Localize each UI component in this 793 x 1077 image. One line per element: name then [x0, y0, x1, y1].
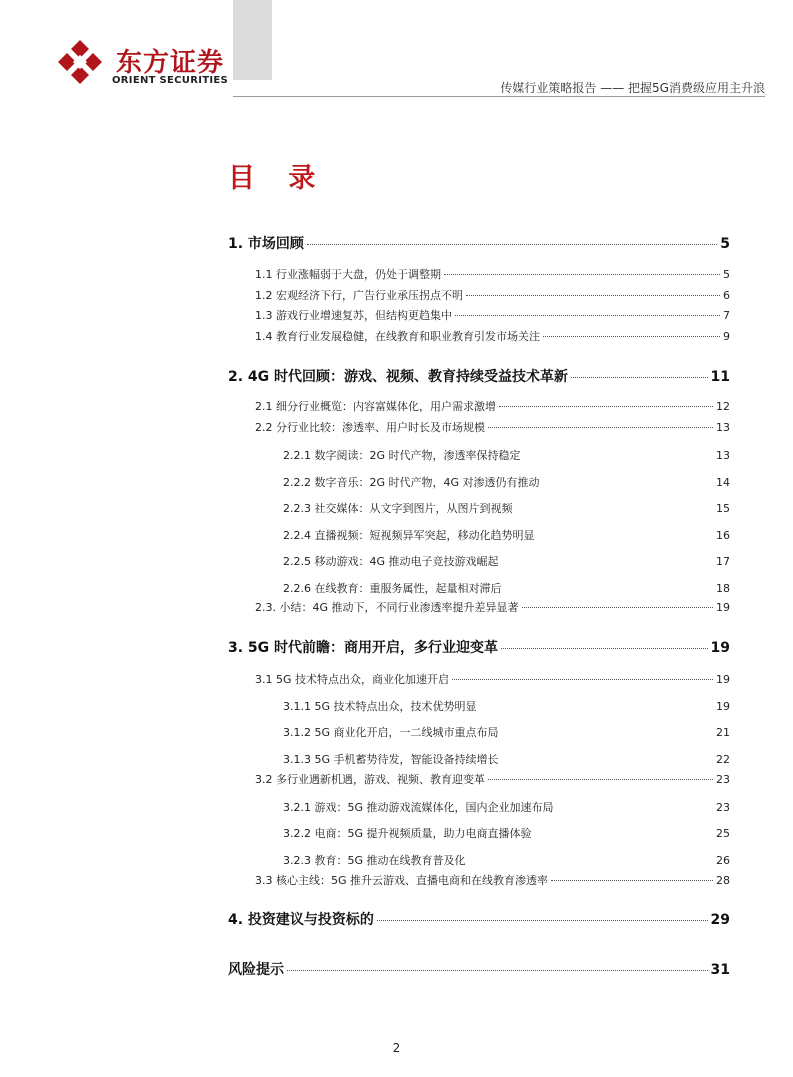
toc-entry-label: 1. 市场回顾	[228, 236, 304, 252]
toc-entry-label: 3.2 多行业遇新机遇，游戏、视频、教育迎变革	[255, 773, 485, 786]
toc-entry-2-2-5[interactable]	[283, 553, 730, 569]
toc-entry-2-2-6[interactable]	[283, 580, 730, 596]
toc-entry-page: 19	[716, 673, 730, 686]
toc-entry-page: 7	[723, 309, 730, 322]
toc-entry-page: 16	[716, 529, 730, 542]
toc-entry-3-3[interactable]	[255, 872, 730, 888]
toc-entry-3-2-2[interactable]	[283, 825, 730, 841]
toc-entry-label: 2.2.6 在线教育：重服务属性，起量相对滞后	[283, 582, 502, 595]
toc-entry-3-2-3[interactable]	[283, 852, 730, 868]
toc-leader-dots	[488, 427, 713, 428]
toc-entry-label: 4. 投资建议与投资标的	[228, 912, 374, 928]
toc-entry-label: 3.1.3 5G 手机蓄势待发，智能设备持续增长	[283, 753, 499, 766]
toc-entry-2-2[interactable]	[255, 419, 730, 435]
toc-leader-dots	[501, 648, 707, 649]
toc-leader-dots	[522, 607, 713, 608]
toc-entry-page: 12	[716, 400, 730, 413]
toc-entry-2[interactable]	[228, 366, 730, 386]
toc-entry-label: 2.2.5 移动游戏：4G 推动电子竞技游戏崛起	[283, 555, 499, 568]
toc-entry-3-1-2[interactable]	[283, 724, 730, 740]
toc-leader-dots	[571, 377, 707, 378]
toc-leader-dots	[287, 970, 708, 971]
toc-entry-label: 3. 5G 时代前瞻：商用开启，多行业迎变革	[228, 640, 499, 656]
toc-entry-risk[interactable]	[228, 959, 730, 979]
toc-entry-page: 18	[716, 582, 730, 595]
toc-entry-page: 31	[710, 962, 730, 978]
header-divider	[233, 96, 765, 97]
toc-leader-dots	[307, 244, 717, 245]
toc-entry-page: 9	[723, 330, 730, 343]
toc-entry-label: 2.2.3 社交媒体：从文字到图片，从图片到视频	[283, 502, 513, 515]
toc-entry-page: 21	[716, 726, 730, 739]
toc-entry-label: 2.3. 小结：4G 推动下，不同行业渗透率提升差异显著	[255, 601, 519, 614]
brand-name-en: ORIENT SECURITIES	[112, 75, 229, 86]
toc-entry-page: 13	[716, 449, 730, 462]
toc-entry-page: 5	[723, 268, 730, 281]
toc-entry-label: 2.2.2 数字音乐：2G 时代产物，4G 对渗透仍有推动	[283, 476, 540, 489]
toc-entry-4[interactable]	[228, 909, 730, 929]
toc-leader-dots	[377, 920, 708, 921]
toc-entry-3-2-1[interactable]	[283, 799, 730, 815]
toc-entry-page: 19	[716, 601, 730, 614]
toc-entry-page: 6	[723, 289, 730, 302]
toc-entry-2-2-1[interactable]	[283, 447, 730, 463]
toc-entry-3-1-1[interactable]	[283, 698, 730, 714]
toc-entry-page: 26	[716, 854, 730, 867]
toc-entry-label: 1.1 行业涨幅弱于大盘，仍处于调整期	[255, 268, 441, 281]
toc-entry-label: 2.1 细分行业概览：内容富媒体化，用户需求激增	[255, 400, 496, 413]
toc-entry-label: 2.2.4 直播视频：短视频异军突起，移动化趋势明显	[283, 529, 535, 542]
toc-entry-2-3[interactable]	[255, 599, 730, 615]
toc-entry-1-4[interactable]	[255, 328, 730, 344]
toc-entry-page: 28	[716, 874, 730, 887]
toc-leader-dots	[466, 295, 720, 296]
toc-entry-page: 5	[720, 236, 730, 252]
toc-entry-3-1[interactable]	[255, 671, 730, 687]
toc-leader-dots	[455, 315, 720, 316]
toc-leader-dots	[499, 406, 713, 407]
toc-entry-label: 3.2.3 教育：5G 推动在线教育普及化	[283, 854, 466, 867]
toc-entry-page: 13	[716, 421, 730, 434]
toc-entry-page: 23	[716, 801, 730, 814]
toc-entry-page: 19	[716, 700, 730, 713]
toc-entry-label: 3.2.1 游戏：5G 推动游戏流媒体化，国内企业加速布局	[283, 801, 554, 814]
toc-entry-page: 29	[710, 912, 730, 928]
page-number: 2	[392, 1041, 401, 1055]
toc-entry-label: 3.1.2 5G 商业化开启，一二线城市重点布局	[283, 726, 499, 739]
toc-entry-2-1[interactable]	[255, 398, 730, 414]
orient-securities-logo-icon	[58, 40, 102, 84]
toc-entry-page: 19	[710, 640, 730, 656]
toc-entry-page: 11	[710, 369, 730, 385]
toc-entry-3-2[interactable]	[255, 771, 730, 787]
toc-entry-label: 1.4 教育行业发展稳健，在线教育和职业教育引发市场关注	[255, 330, 540, 343]
toc-entry-1[interactable]	[228, 233, 730, 253]
toc-entry-label: 3.2.2 电商：5G 提升视频质量，助力电商直播体验	[283, 827, 532, 840]
toc-entry-3[interactable]	[228, 637, 730, 657]
toc-leader-dots	[488, 779, 713, 780]
toc-entry-label: 2. 4G 时代回顾：游戏、视频、教育持续受益技术革新	[228, 369, 569, 385]
toc-leader-dots	[543, 336, 720, 337]
toc-entry-label: 2.2.1 数字阅读：2G 时代产物，渗透率保持稳定	[283, 449, 521, 462]
toc-entry-1-2[interactable]	[255, 287, 730, 303]
toc-entry-2-2-4[interactable]	[283, 527, 730, 543]
toc-entry-2-2-2[interactable]	[283, 474, 730, 490]
toc-entry-label: 3.3 核心主线：5G 推升云游戏、直播电商和在线教育渗透率	[255, 874, 549, 887]
toc-entry-label: 1.2 宏观经济下行，广告行业承压拐点不明	[255, 289, 463, 302]
toc-entry-1-1[interactable]	[255, 266, 730, 282]
toc-entry-label: 3.1.1 5G 技术特点出众，技术优势明显	[283, 700, 477, 713]
brand-name-cn: 东方证券	[116, 48, 225, 78]
toc-leader-dots	[444, 274, 720, 275]
toc-entry-label: 2.2 分行业比较：渗透率、用户时长及市场规模	[255, 421, 485, 434]
toc-entry-page: 14	[716, 476, 730, 489]
toc-leader-dots	[551, 880, 713, 881]
toc-entry-page: 15	[716, 502, 730, 515]
toc-entry-label: 风险提示	[228, 962, 284, 978]
header-gray-bar	[233, 0, 272, 80]
report-title: 传媒行业策略报告 —— 把握5G消费级应用主升浪	[500, 81, 765, 95]
toc-entry-3-1-3[interactable]	[283, 751, 730, 767]
toc-entry-page: 22	[716, 753, 730, 766]
toc-entry-1-3[interactable]	[255, 307, 730, 323]
toc-leader-dots	[452, 679, 713, 680]
toc-entry-page: 23	[716, 773, 730, 786]
toc-entry-label: 3.1 5G 技术特点出众，商业化加速开启	[255, 673, 450, 686]
toc-entry-page: 25	[716, 827, 730, 840]
toc-entry-label: 1.3 游戏行业增速复苏，但结构更趋集中	[255, 309, 452, 322]
toc-entry-page: 17	[716, 555, 730, 568]
toc-entry-2-2-3[interactable]	[283, 500, 730, 516]
toc-title: 目 录	[228, 163, 328, 194]
